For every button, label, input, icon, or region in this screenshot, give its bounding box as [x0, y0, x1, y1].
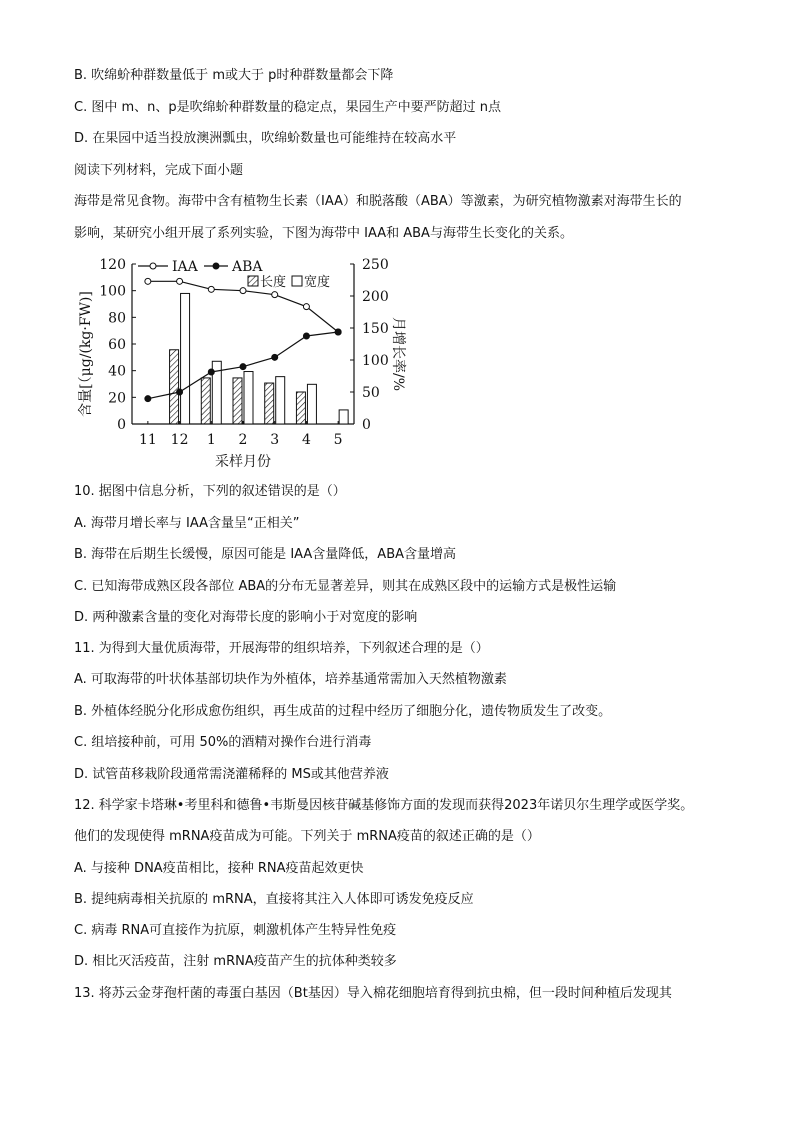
x-axis-label: 采样月份 [215, 454, 271, 470]
point-aba [145, 396, 151, 402]
left-tick-label: 100 [99, 283, 126, 300]
left-tick-label: 120 [99, 257, 126, 273]
point-aba [240, 364, 246, 370]
q12-option-c: C. 病毒 RNA可直接作为抗原，刺激机体产生特异性免疫 [74, 923, 397, 938]
right-tick-label: 50 [362, 385, 380, 401]
bar-width [307, 384, 316, 424]
option-b-prev: B. 吹绵蚧种群数量低于 m或大于 p时种群数量都会下降 [74, 68, 394, 83]
x-tick-label: 1 [206, 432, 216, 448]
material-line-2: 影响，某研究小组开展了系列实验，下图为海带中 IAA和 ABA与海带生长变化的关系。 [74, 226, 573, 241]
right-tick-label: 250 [362, 257, 389, 273]
point-aba [335, 329, 341, 335]
x-tick-label: 11 [138, 432, 157, 448]
legend-aba-marker [213, 263, 219, 269]
chart-svg [70, 252, 406, 470]
bar-width [276, 377, 285, 424]
point-iaa [208, 286, 214, 292]
question-12-line2: 他们的发现使得 mRNA疫苗成为可能。下列关于 mRNA疫苗的叙述正确的是（） [74, 829, 540, 844]
x-tick-label: 12 [170, 432, 189, 448]
question-11: 11. 为得到大量优质海带，开展海带的组织培养，下列叙述合理的是（） [74, 641, 489, 656]
point-iaa [240, 288, 246, 294]
legend-aba-label: ABA [232, 259, 263, 275]
bar-length [170, 350, 179, 424]
q10-option-c: C. 已知海带成熟区段各部位 ABA的分布无显著差异，则其在成熟区段中的运输方式是极性运输 [74, 579, 617, 594]
legend-iaa-label: IAA [172, 259, 198, 275]
right-tick-label: 150 [362, 321, 389, 337]
question-12-line1: 12. 科学家卡塔琳•考里科和德鲁•韦斯曼因核苷碱基修饰方面的发现而获得2023年诺贝尔生理学或医学奖。 [74, 798, 694, 813]
point-aba [303, 333, 309, 339]
left-axis-label: 含量[（μg/(kg·FW)] [78, 291, 94, 417]
x-tick-label: 4 [301, 432, 311, 448]
bar-length [265, 383, 274, 424]
legend-width-label: 宽度 [304, 275, 331, 290]
q10-option-b: B. 海带在后期生长缓慢，原因可能是 IAA含量降低，ABA含量增高 [74, 547, 457, 562]
q11-option-d: D. 试管苗移栽阶段通常需浇灌稀释的 MS或其他营养液 [74, 767, 389, 782]
point-iaa [272, 292, 278, 298]
q11-option-c: C. 组培接种前，可用 50%的酒精对操作台进行消毒 [74, 735, 372, 750]
left-tick-label: 0 [117, 417, 126, 433]
q11-option-b: B. 外植体经脱分化形成愈伤组织，再生成苗的过程中经历了细胞分化，遗传物质发生了改变。 [74, 704, 612, 719]
right-tick-label: 100 [362, 353, 389, 369]
left-tick-label: 20 [108, 390, 126, 407]
reading-instruction: 阅读下列材料，完成下面小题 [74, 163, 244, 178]
left-tick-label: 80 [108, 310, 126, 327]
q12-option-a: A. 与接种 DNA疫苗相比，接种 RNA疫苗起效更快 [74, 861, 364, 876]
point-iaa [303, 304, 309, 310]
legend-width-swatch [292, 276, 302, 286]
legend-length-label: 长度 [260, 275, 287, 290]
q10-option-a: A. 海带月增长率与 IAA含量呈“正相关” [74, 516, 300, 531]
right-axis-label: 月增长率/% [390, 316, 406, 392]
bar-width [181, 293, 190, 424]
point-iaa [177, 278, 183, 284]
right-tick-label: 200 [362, 289, 389, 305]
legend-iaa-marker [150, 263, 156, 269]
point-aba [208, 369, 214, 375]
x-tick-label: 2 [238, 432, 248, 448]
bar-width [339, 410, 348, 424]
question-13: 13. 将苏云金芽孢杆菌的毒蛋白基因（Bt基因）导入棉花细胞培育得到抗虫棉，但一段时间种植后发现其 [74, 986, 672, 1001]
option-d-prev: D. 在果园中适当投放澳洲瓢虫，吹绵蚧数量也可能维持在较高水平 [74, 131, 457, 146]
bar-length [233, 378, 242, 424]
point-aba [272, 354, 278, 360]
material-line-1: 海带是常见食物。海带中含有植物生长素（IAA）和脱落酸（ABA）等激素，为研究植物激素对海带生长的 [74, 194, 682, 209]
x-tick-label: 3 [270, 432, 280, 448]
hormone-chart [70, 252, 406, 470]
bar-width [244, 372, 253, 424]
left-tick-label: 60 [108, 337, 126, 353]
left-tick-label: 40 [108, 363, 126, 380]
option-c-prev: C. 图中 m、n、p是吹绵蚧种群数量的稳定点，果园生产中要严防超过 n点 [74, 100, 502, 115]
right-tick-label: 0 [362, 417, 371, 433]
x-tick-label: 5 [333, 432, 343, 448]
bar-length [296, 392, 305, 424]
bar-length [201, 378, 210, 424]
question-10: 10. 据图中信息分析，下列的叙述错误的是（） [74, 484, 346, 499]
q11-option-a: A. 可取海带的叶状体基部切块作为外植体，培养基通常需加入天然植物激素 [74, 672, 507, 687]
point-aba [177, 389, 183, 395]
legend-length-swatch [248, 276, 258, 286]
q12-option-b: B. 提纯病毒相关抗原的 mRNA，直接将其注入人体即可诱发免疫反应 [74, 892, 474, 907]
q10-option-d: D. 两种激素含量的变化对海带长度的影响小于对宽度的影响 [74, 610, 418, 625]
q12-option-d: D. 相比灭活疫苗，注射 mRNA疫苗产生的抗体种类较多 [74, 954, 397, 969]
point-iaa [145, 278, 151, 284]
